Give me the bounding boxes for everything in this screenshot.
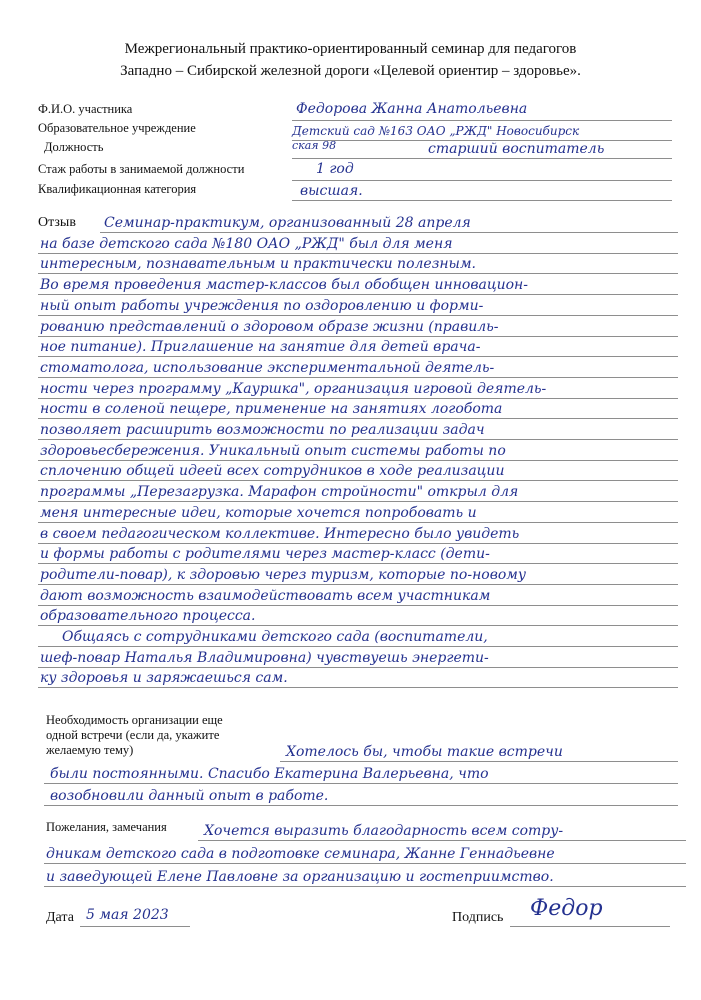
review-rule	[38, 480, 678, 481]
review-label: Отзыв	[38, 215, 76, 230]
fio-value: Федорова Жанна Анатольевна	[296, 101, 528, 117]
necessity-line: возобновили данный опыт в работе.	[50, 788, 329, 804]
category-value: высшая.	[300, 183, 363, 199]
necessity-rule	[280, 761, 678, 762]
experience-value: 1 год	[316, 161, 354, 177]
wishes-line: дникам детского сада в подготовке семинара, Жанне Геннадьевне	[46, 846, 555, 862]
review-rule	[38, 336, 678, 337]
necessity-label-line-1: Необходимость организации еще	[46, 713, 223, 727]
review-line: ности через программу „Кауршка", организация игровой деятель-	[40, 380, 547, 397]
review-line: ности в соленой пещере, применение на занятиях логобота	[40, 401, 503, 418]
fio-label: Ф.И.О. участника	[38, 102, 133, 116]
review-line: позволяет расширить возможности по реализации задач	[40, 422, 485, 438]
review-rule	[38, 398, 678, 399]
review-rule	[38, 273, 678, 274]
review-rule	[100, 232, 678, 233]
review-line: ный опыт работы учреждения по оздоровлению и форми-	[40, 297, 484, 314]
category-underline	[292, 200, 672, 201]
seminar-title-line-2: Западно – Сибирской железной дороги «Целевой ориентир – здоровье».	[120, 63, 581, 79]
necessity-rule	[44, 805, 678, 806]
wishes-label: Пожелания, замечания	[46, 820, 167, 834]
wishes-line: и заведующей Елене Павловне за организацию и гостеприимство.	[46, 869, 554, 885]
review-rule	[38, 356, 678, 357]
experience-label: Стаж работы в занимаемой должности	[38, 162, 245, 176]
date-underline	[80, 926, 190, 927]
review-line: Во время проведения мастер-классов был обобщен инновацион-	[40, 277, 529, 294]
necessity-label-line-3: желаемую тему)	[46, 743, 134, 757]
review-rule	[38, 253, 678, 254]
necessity-line: были постоянными. Спасибо Екатерина Валерьевна, что	[50, 766, 489, 782]
review-line: ное питание). Приглашение на занятие для детей врача-	[40, 339, 481, 356]
wishes-rule	[44, 863, 686, 864]
experience-underline	[292, 180, 672, 181]
review-rule	[38, 439, 678, 440]
review-rule	[38, 418, 678, 419]
review-rule	[38, 646, 678, 647]
review-line: рованию представлений о здоровом образе жизни (правиль-	[40, 318, 499, 335]
wishes-rule	[44, 886, 686, 887]
review-rule	[38, 625, 678, 626]
review-rule	[38, 667, 678, 668]
review-rule	[38, 687, 678, 688]
review-line: образовательного процесса.	[40, 608, 256, 625]
review-line: меня интересные идеи, которые хочется попробовать и	[40, 504, 477, 521]
review-line: Общаясь с сотрудниками детского сада (воспитатели,	[62, 629, 488, 645]
date-value: 5 мая 2023	[86, 907, 169, 923]
review-line: родители-повар), к здоровью через туризм, которые по-новому	[40, 566, 527, 583]
review-rule	[38, 377, 678, 378]
review-rule	[38, 315, 678, 316]
review-line: стоматолога, использование экспериментальной деятель-	[40, 359, 495, 376]
review-line: дают возможность взаимодействовать всем участникам	[40, 587, 491, 604]
org-label: Образовательное учреждение	[38, 121, 196, 135]
review-line: в своем педагогическом коллективе. Интересно было увидеть	[40, 525, 520, 542]
review-line: интересным, познавательным и практически полезным.	[40, 256, 477, 273]
category-label: Квалификационная категория	[38, 182, 197, 196]
review-rule	[38, 584, 678, 585]
signature-underline	[510, 926, 670, 927]
signature-label: Подпись	[452, 910, 504, 925]
review-rule	[38, 563, 678, 564]
necessity-rule	[44, 783, 678, 784]
review-rule	[38, 460, 678, 461]
review-line: шеф-повар Наталья Владимировна) чувствуешь энергети-	[40, 649, 489, 666]
necessity-label-line-2: одной встречи (если да, укажите	[46, 728, 220, 742]
org-value-line-1: Детский сад №163 ОАО „РЖД" Новосибирск	[292, 124, 580, 138]
review-line: здоровьесбережения. Уникальный опыт системы работы по	[40, 442, 506, 459]
position-underline	[292, 158, 672, 159]
review-rule	[38, 522, 678, 523]
signature-value: Федор	[530, 896, 603, 921]
fio-underline	[292, 120, 672, 121]
position-value: старший воспитатель	[428, 141, 605, 157]
necessity-line: Хотелось бы, чтобы такие встречи	[286, 744, 563, 760]
review-line: ку здоровья и заряжаешься сам.	[40, 670, 288, 687]
review-line: Семинар-практикум, организованный 28 апреля	[104, 215, 471, 231]
review-line: на базе детского сада №180 ОАО „РЖД" был для меня	[40, 235, 453, 252]
date-label: Дата	[46, 910, 74, 925]
review-rule	[38, 294, 678, 295]
review-rule	[38, 501, 678, 502]
seminar-title-line-1: Межрегиональный практико-ориентированный семинар для педагогов	[124, 41, 577, 57]
review-rule	[38, 605, 678, 606]
wishes-rule	[198, 840, 686, 841]
wishes-line: Хочется выразить благодарность всем сотру-	[204, 823, 564, 839]
review-line: сплочению общей идеей всех сотрудников в ходе реализации	[40, 463, 505, 480]
review-rule	[38, 543, 678, 544]
org-value-line-2: ская 98	[292, 139, 337, 152]
position-label: Должность	[44, 140, 104, 154]
review-line: и формы работы с родителями через мастер-класс (дети-	[40, 546, 490, 563]
review-line: программы „Перезагрузка. Марафон стройности" открыл для	[40, 484, 519, 501]
